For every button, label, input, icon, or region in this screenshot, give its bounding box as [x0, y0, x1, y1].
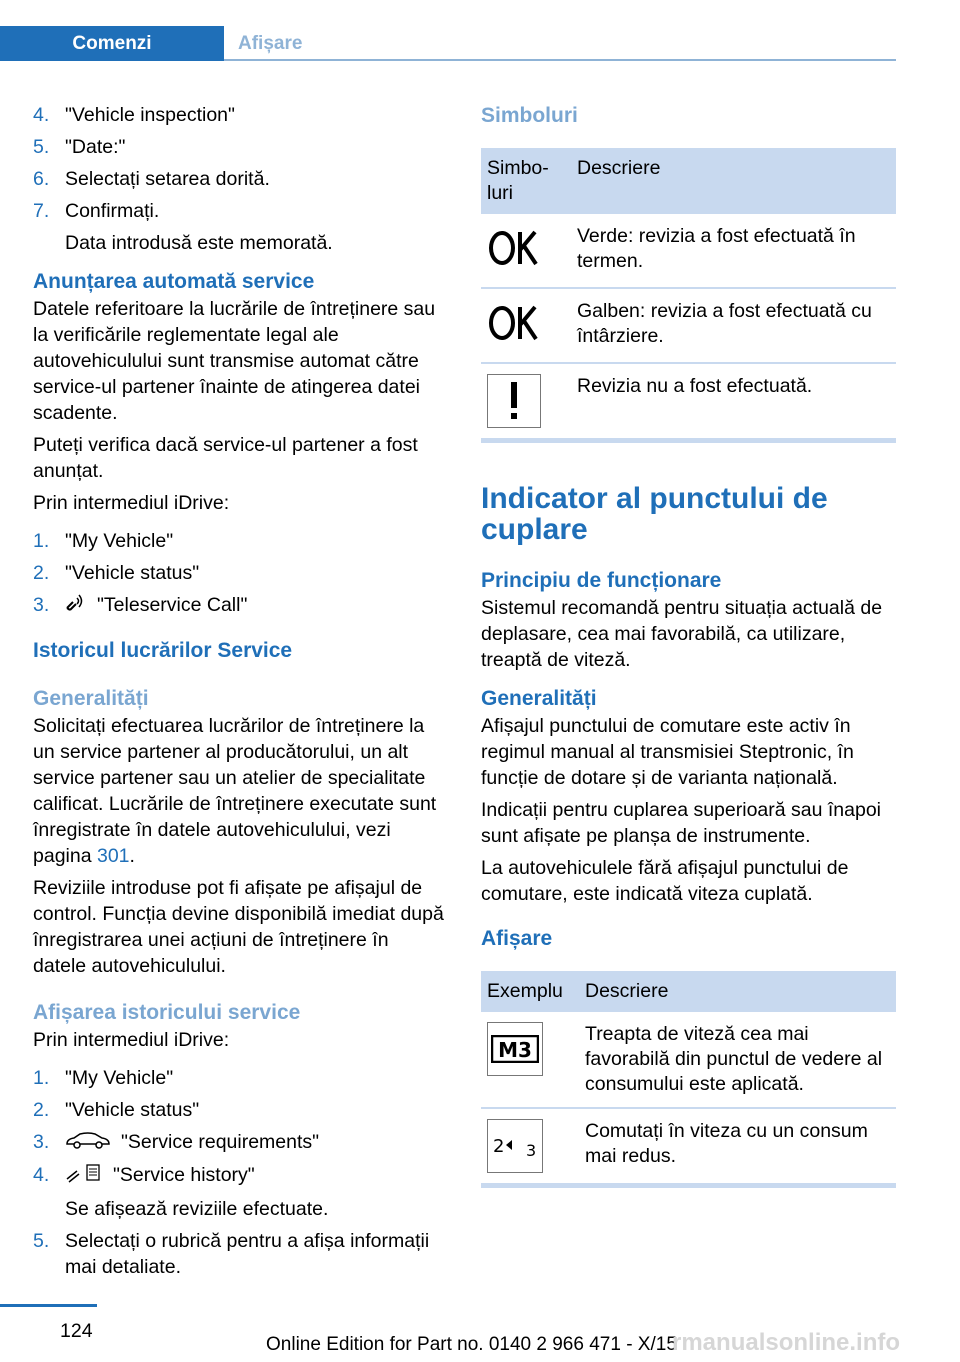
step-main: "Teleservice Call"	[97, 594, 248, 616]
display-paragraph: Prin intermediul iDrive:	[33, 1029, 230, 1052]
column-header: Descriere	[579, 971, 896, 1012]
table-cell	[481, 214, 571, 288]
step-sub: Se afișează reviziile efectuate.	[65, 1197, 329, 1220]
table-row	[481, 214, 896, 288]
list-item	[33, 1097, 447, 1123]
step-main: Confirmați.	[65, 200, 160, 222]
step-main: "Service requirements"	[121, 1131, 320, 1154]
steps-auto	[33, 528, 447, 619]
table-cell	[481, 363, 571, 441]
list-item	[33, 1129, 447, 1156]
tab-comenzi-label: Comenzi	[72, 33, 152, 54]
step-text: Selectați o rubrică pentru a afișa informații mai detaliate.	[65, 1229, 430, 1278]
gear-m3-icon	[487, 1022, 543, 1076]
page-link[interactable]: 301	[96, 845, 130, 868]
general-title-right: Generalități	[481, 687, 597, 710]
principle-paragraph: Sistemul recomandă pentru situația actuală de deplasare, cea mai favorabilă, ca utilizare, treaptă de viteză.	[481, 597, 883, 671]
service-history-icon	[65, 1163, 103, 1190]
column-header: Exemplu	[481, 971, 579, 1012]
ok-yellow-icon	[487, 299, 563, 352]
general-text-end: .	[129, 845, 135, 868]
step-main: "Service history"	[113, 1164, 255, 1187]
gear-m3-label: M3	[498, 1038, 532, 1062]
edition-text: Online Edition for Part no. 0140 2 966 471 - X/15	[266, 1334, 677, 1355]
watermark: rmanualsonline.info	[672, 1329, 901, 1356]
step-number: 3.	[33, 594, 50, 616]
step-number: 4.	[33, 104, 50, 126]
step-text: "My Vehicle"	[65, 1067, 174, 1090]
general-right-paragraph-1: Afișajul punctului de comutare este activ în regimul manual al transmisiei Steptronic, în funcție de dotare și de varianta națională.	[481, 715, 854, 789]
header-tabs	[0, 26, 896, 61]
table-cell: Comutați în viteza cu un consum mai redus.	[579, 1108, 896, 1186]
column-header: Simbo- luri	[481, 148, 571, 214]
general-text: Solicitați efectuarea lucrărilor de întreținere la un service partener al producătorului, un alt service partener sau un atelier de specialitate calificat. Lucrările de întreținere executate sunt înregistrate în datele autovehiculului, vezi pagina	[33, 715, 437, 868]
table-row	[481, 1108, 896, 1186]
step-number: 7.	[33, 200, 50, 222]
step-text: "Vehicle status"	[65, 562, 200, 584]
footer-divider	[0, 1304, 97, 1307]
car-icon	[65, 1130, 111, 1156]
table-cell	[481, 1012, 579, 1108]
list-item	[33, 102, 447, 128]
table-header-row	[481, 148, 896, 214]
table-row	[481, 363, 896, 441]
shift-to-label: 3	[526, 1141, 537, 1160]
step-number: 5.	[33, 1229, 50, 1252]
general-right-paragraph-2: Indicații pentru cuplarea superioară sau înapoi sunt afișate pe planșa de instrumente.	[481, 799, 882, 847]
list-item	[33, 1162, 447, 1221]
general-paragraph-2: Reviziile introduse pot fi afișate pe afișajul de control. Funcția devine disponibilă imediat după înregistrarea unei acțiuni de întreținere în datele autovehiculului.	[33, 877, 444, 978]
step-number: 2.	[33, 562, 50, 584]
ok-green-icon	[487, 224, 563, 277]
step-text: Selectați setarea dorită.	[65, 168, 270, 190]
tab-comenzi[interactable]	[0, 26, 224, 61]
shift-from-label: 2	[493, 1136, 505, 1157]
steps-top	[33, 102, 447, 256]
principle-title: Principiu de funcționare	[481, 569, 722, 592]
list-item	[33, 560, 447, 586]
step-number: 4.	[33, 1164, 50, 1187]
step-number: 5.	[33, 136, 50, 158]
exclamation-icon	[487, 374, 541, 428]
symbols-table	[481, 148, 896, 443]
display-title: Afișare	[481, 927, 553, 950]
auto-paragraph-2: Puteți verifica dacă service-ul partener a fost anunțat.	[33, 434, 418, 482]
general-paragraph-1	[33, 713, 447, 869]
step-text	[65, 592, 447, 619]
auto-paragraph-3: Prin intermediul iDrive:	[33, 492, 230, 514]
table-row	[481, 288, 896, 363]
auto-paragraph-1: Datele referitoare la lucrările de întreținere sau la verificările reglementate legal ale autovehiculului sunt transmise automat către service-ul partener înainte de atingerea datei scadente.	[33, 298, 436, 424]
page-number: 124	[60, 1320, 93, 1342]
step-text: "Vehicle status"	[65, 1099, 200, 1122]
step-text	[65, 1162, 447, 1221]
auto-service-title: Anunțarea automată service	[33, 270, 315, 293]
list-item	[33, 1065, 447, 1091]
step-text: "Date:"	[65, 136, 126, 158]
list-item	[33, 134, 447, 160]
header-divider	[224, 59, 896, 61]
step-sub: Data introdusă este memorată.	[65, 232, 333, 254]
symbols-title: Simboluri	[481, 104, 578, 127]
tab-afisare[interactable]: Afișare	[238, 33, 303, 54]
general-title-left: Generalități	[33, 687, 149, 711]
step-text	[65, 198, 447, 256]
list-item	[33, 528, 447, 554]
left-column	[33, 102, 447, 1286]
general-right-paragraph-3: La autovehiculele fără afișajul punctului de comutare, este indicată viteza cuplată.	[481, 857, 849, 905]
step-number: 6.	[33, 168, 50, 190]
step-number: 1.	[33, 530, 50, 552]
table-cell: Verde: revizia a fost efectuată în termen.	[571, 214, 896, 288]
table-row	[481, 1012, 896, 1108]
right-column	[481, 102, 896, 1188]
table-header-row	[481, 971, 896, 1012]
step-number: 2.	[33, 1099, 50, 1122]
list-item	[33, 1228, 447, 1280]
step-text: "My Vehicle"	[65, 530, 174, 552]
table-cell: Treapta de viteză cea mai favorabilă din punctul de vedere al consumului este aplicată.	[579, 1012, 896, 1108]
step-text	[65, 1129, 447, 1156]
table-cell: Revizia nu a fost efectuată.	[571, 363, 896, 441]
step-text: "Vehicle inspection"	[65, 104, 235, 126]
steps-display	[33, 1065, 447, 1279]
list-item	[33, 198, 447, 256]
history-title: Istoricul lucrărilor Service	[33, 639, 293, 663]
shift-2-3-icon	[487, 1119, 543, 1173]
column-header: Descriere	[571, 148, 896, 214]
list-item	[33, 592, 447, 619]
table-cell	[481, 288, 571, 363]
table-cell: Galben: revizia a fost efectuată cu întârziere.	[571, 288, 896, 363]
list-item	[33, 166, 447, 192]
table-cell	[481, 1108, 579, 1186]
step-number: 3.	[33, 1131, 50, 1154]
indicator-title: Indicator al punctului de cuplare	[481, 482, 828, 546]
step-number: 1.	[33, 1067, 50, 1090]
example-table	[481, 971, 896, 1188]
display-history-title: Afișarea istoricului service	[33, 1001, 301, 1025]
teleservice-call-icon	[65, 592, 87, 619]
